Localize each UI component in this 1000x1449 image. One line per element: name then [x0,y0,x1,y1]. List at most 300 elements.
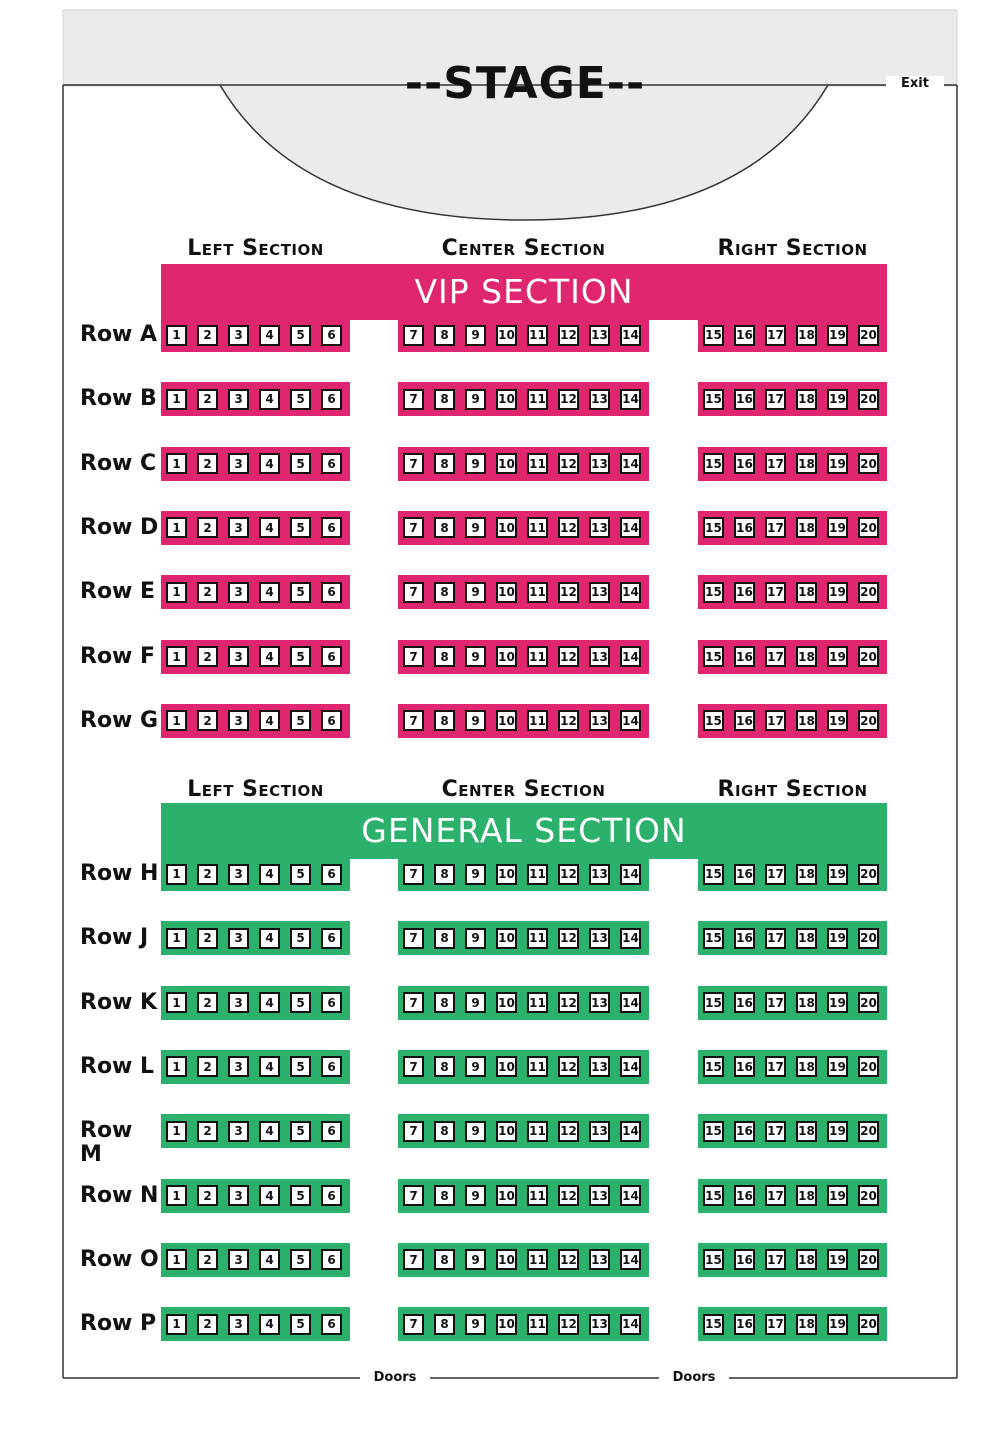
row-g-seat-2[interactable]: 2 [197,710,218,731]
row-j-seat-1[interactable]: 1 [166,928,187,949]
row-k-seat-11[interactable]: 11 [527,992,548,1013]
row-f-seat-5[interactable]: 5 [290,646,311,667]
row-p-seat-2[interactable]: 2 [197,1314,218,1335]
row-f-seat-10[interactable]: 10 [496,646,517,667]
row-d-seat-16[interactable]: 16 [734,517,755,538]
row-o-seat-6[interactable]: 6 [321,1249,342,1270]
row-h-seat-8[interactable]: 8 [434,864,455,885]
row-k-seat-17[interactable]: 17 [765,992,786,1013]
row-l-seat-17[interactable]: 17 [765,1056,786,1077]
row-d-seat-19[interactable]: 19 [827,517,848,538]
door-label-right[interactable]: Doors [659,1370,729,1385]
row-e-seat-2[interactable]: 2 [197,582,218,603]
row-p-seat-16[interactable]: 16 [734,1314,755,1335]
row-n-seat-4[interactable]: 4 [259,1185,280,1206]
row-p-seat-4[interactable]: 4 [259,1314,280,1335]
row-o-seat-5[interactable]: 5 [290,1249,311,1270]
row-k-seat-13[interactable]: 13 [589,992,610,1013]
row-j-seat-10[interactable]: 10 [496,928,517,949]
row-a-seat-14[interactable]: 14 [620,325,641,346]
row-h-seat-11[interactable]: 11 [527,864,548,885]
row-a-seat-9[interactable]: 9 [465,325,486,346]
row-g-seat-7[interactable]: 7 [403,710,424,731]
row-f-seat-7[interactable]: 7 [403,646,424,667]
row-b-seat-13[interactable]: 13 [589,389,610,410]
row-d-seat-1[interactable]: 1 [166,517,187,538]
row-h-seat-10[interactable]: 10 [496,864,517,885]
row-g-seat-15[interactable]: 15 [703,710,724,731]
row-d-seat-3[interactable]: 3 [228,517,249,538]
row-a-seat-6[interactable]: 6 [321,325,342,346]
row-b-seat-10[interactable]: 10 [496,389,517,410]
row-f-seat-13[interactable]: 13 [589,646,610,667]
row-j-seat-5[interactable]: 5 [290,928,311,949]
row-d-seat-18[interactable]: 18 [796,517,817,538]
row-g-seat-17[interactable]: 17 [765,710,786,731]
row-g-seat-6[interactable]: 6 [321,710,342,731]
row-m-seat-10[interactable]: 10 [496,1121,517,1142]
row-j-seat-18[interactable]: 18 [796,928,817,949]
row-l-seat-11[interactable]: 11 [527,1056,548,1077]
row-a-seat-11[interactable]: 11 [527,325,548,346]
row-h-seat-7[interactable]: 7 [403,864,424,885]
row-n-seat-14[interactable]: 14 [620,1185,641,1206]
row-l-seat-20[interactable]: 20 [858,1056,879,1077]
row-e-seat-4[interactable]: 4 [259,582,280,603]
row-l-seat-13[interactable]: 13 [589,1056,610,1077]
row-n-seat-16[interactable]: 16 [734,1185,755,1206]
row-m-seat-11[interactable]: 11 [527,1121,548,1142]
row-h-seat-14[interactable]: 14 [620,864,641,885]
row-m-seat-7[interactable]: 7 [403,1121,424,1142]
row-k-seat-16[interactable]: 16 [734,992,755,1013]
row-g-seat-9[interactable]: 9 [465,710,486,731]
row-l-seat-10[interactable]: 10 [496,1056,517,1077]
row-a-seat-8[interactable]: 8 [434,325,455,346]
row-g-seat-11[interactable]: 11 [527,710,548,731]
row-c-seat-10[interactable]: 10 [496,453,517,474]
row-c-seat-18[interactable]: 18 [796,453,817,474]
row-j-seat-3[interactable]: 3 [228,928,249,949]
row-d-seat-2[interactable]: 2 [197,517,218,538]
row-m-seat-2[interactable]: 2 [197,1121,218,1142]
row-k-seat-14[interactable]: 14 [620,992,641,1013]
row-a-seat-1[interactable]: 1 [166,325,187,346]
row-k-seat-9[interactable]: 9 [465,992,486,1013]
row-d-seat-12[interactable]: 12 [558,517,579,538]
row-h-seat-15[interactable]: 15 [703,864,724,885]
row-o-seat-18[interactable]: 18 [796,1249,817,1270]
row-l-seat-12[interactable]: 12 [558,1056,579,1077]
row-f-seat-3[interactable]: 3 [228,646,249,667]
row-e-seat-1[interactable]: 1 [166,582,187,603]
row-c-seat-13[interactable]: 13 [589,453,610,474]
row-b-seat-8[interactable]: 8 [434,389,455,410]
row-g-seat-19[interactable]: 19 [827,710,848,731]
row-h-seat-13[interactable]: 13 [589,864,610,885]
row-j-seat-16[interactable]: 16 [734,928,755,949]
row-h-seat-17[interactable]: 17 [765,864,786,885]
row-d-seat-17[interactable]: 17 [765,517,786,538]
row-m-seat-9[interactable]: 9 [465,1121,486,1142]
row-l-seat-1[interactable]: 1 [166,1056,187,1077]
row-g-seat-1[interactable]: 1 [166,710,187,731]
row-a-seat-4[interactable]: 4 [259,325,280,346]
row-k-seat-10[interactable]: 10 [496,992,517,1013]
row-g-seat-8[interactable]: 8 [434,710,455,731]
row-c-seat-11[interactable]: 11 [527,453,548,474]
row-l-seat-6[interactable]: 6 [321,1056,342,1077]
row-a-seat-3[interactable]: 3 [228,325,249,346]
row-b-seat-19[interactable]: 19 [827,389,848,410]
row-f-seat-16[interactable]: 16 [734,646,755,667]
row-m-seat-14[interactable]: 14 [620,1121,641,1142]
row-a-seat-20[interactable]: 20 [858,325,879,346]
row-o-seat-12[interactable]: 12 [558,1249,579,1270]
row-p-seat-3[interactable]: 3 [228,1314,249,1335]
row-m-seat-19[interactable]: 19 [827,1121,848,1142]
row-c-seat-20[interactable]: 20 [858,453,879,474]
row-b-seat-16[interactable]: 16 [734,389,755,410]
row-c-seat-12[interactable]: 12 [558,453,579,474]
row-o-seat-2[interactable]: 2 [197,1249,218,1270]
row-b-seat-15[interactable]: 15 [703,389,724,410]
row-m-seat-16[interactable]: 16 [734,1121,755,1142]
row-j-seat-20[interactable]: 20 [858,928,879,949]
row-o-seat-17[interactable]: 17 [765,1249,786,1270]
row-b-seat-3[interactable]: 3 [228,389,249,410]
row-l-seat-3[interactable]: 3 [228,1056,249,1077]
row-a-seat-19[interactable]: 19 [827,325,848,346]
row-e-seat-15[interactable]: 15 [703,582,724,603]
row-k-seat-6[interactable]: 6 [321,992,342,1013]
row-f-seat-2[interactable]: 2 [197,646,218,667]
row-o-seat-8[interactable]: 8 [434,1249,455,1270]
row-f-seat-20[interactable]: 20 [858,646,879,667]
row-n-seat-1[interactable]: 1 [166,1185,187,1206]
row-p-seat-14[interactable]: 14 [620,1314,641,1335]
row-p-seat-8[interactable]: 8 [434,1314,455,1335]
exit-label[interactable]: Exit [886,76,944,91]
row-n-seat-3[interactable]: 3 [228,1185,249,1206]
row-n-seat-10[interactable]: 10 [496,1185,517,1206]
row-g-seat-4[interactable]: 4 [259,710,280,731]
row-o-seat-1[interactable]: 1 [166,1249,187,1270]
row-k-seat-15[interactable]: 15 [703,992,724,1013]
row-p-seat-19[interactable]: 19 [827,1314,848,1335]
row-h-seat-20[interactable]: 20 [858,864,879,885]
row-n-seat-18[interactable]: 18 [796,1185,817,1206]
row-o-seat-11[interactable]: 11 [527,1249,548,1270]
row-h-seat-18[interactable]: 18 [796,864,817,885]
row-l-seat-7[interactable]: 7 [403,1056,424,1077]
row-b-seat-18[interactable]: 18 [796,389,817,410]
row-h-seat-12[interactable]: 12 [558,864,579,885]
row-o-seat-4[interactable]: 4 [259,1249,280,1270]
row-f-seat-18[interactable]: 18 [796,646,817,667]
row-p-seat-17[interactable]: 17 [765,1314,786,1335]
row-f-seat-15[interactable]: 15 [703,646,724,667]
row-p-seat-12[interactable]: 12 [558,1314,579,1335]
row-l-seat-16[interactable]: 16 [734,1056,755,1077]
row-e-seat-11[interactable]: 11 [527,582,548,603]
row-j-seat-2[interactable]: 2 [197,928,218,949]
row-f-seat-17[interactable]: 17 [765,646,786,667]
row-h-seat-19[interactable]: 19 [827,864,848,885]
row-f-seat-4[interactable]: 4 [259,646,280,667]
row-f-seat-8[interactable]: 8 [434,646,455,667]
row-m-seat-20[interactable]: 20 [858,1121,879,1142]
row-k-seat-4[interactable]: 4 [259,992,280,1013]
row-d-seat-4[interactable]: 4 [259,517,280,538]
row-b-seat-17[interactable]: 17 [765,389,786,410]
row-j-seat-9[interactable]: 9 [465,928,486,949]
row-h-seat-1[interactable]: 1 [166,864,187,885]
row-l-seat-18[interactable]: 18 [796,1056,817,1077]
row-g-seat-12[interactable]: 12 [558,710,579,731]
row-c-seat-14[interactable]: 14 [620,453,641,474]
row-o-seat-15[interactable]: 15 [703,1249,724,1270]
row-l-seat-19[interactable]: 19 [827,1056,848,1077]
row-d-seat-7[interactable]: 7 [403,517,424,538]
row-f-seat-12[interactable]: 12 [558,646,579,667]
row-c-seat-15[interactable]: 15 [703,453,724,474]
row-e-seat-12[interactable]: 12 [558,582,579,603]
row-h-seat-5[interactable]: 5 [290,864,311,885]
row-o-seat-10[interactable]: 10 [496,1249,517,1270]
row-n-seat-19[interactable]: 19 [827,1185,848,1206]
row-h-seat-4[interactable]: 4 [259,864,280,885]
row-o-seat-20[interactable]: 20 [858,1249,879,1270]
row-l-seat-8[interactable]: 8 [434,1056,455,1077]
row-b-seat-2[interactable]: 2 [197,389,218,410]
row-b-seat-1[interactable]: 1 [166,389,187,410]
row-m-seat-17[interactable]: 17 [765,1121,786,1142]
row-c-seat-9[interactable]: 9 [465,453,486,474]
row-a-seat-7[interactable]: 7 [403,325,424,346]
row-p-seat-18[interactable]: 18 [796,1314,817,1335]
row-d-seat-6[interactable]: 6 [321,517,342,538]
row-j-seat-7[interactable]: 7 [403,928,424,949]
row-j-seat-14[interactable]: 14 [620,928,641,949]
row-a-seat-16[interactable]: 16 [734,325,755,346]
row-f-seat-9[interactable]: 9 [465,646,486,667]
row-m-seat-1[interactable]: 1 [166,1121,187,1142]
row-o-seat-14[interactable]: 14 [620,1249,641,1270]
row-e-seat-14[interactable]: 14 [620,582,641,603]
row-b-seat-6[interactable]: 6 [321,389,342,410]
row-m-seat-8[interactable]: 8 [434,1121,455,1142]
row-b-seat-11[interactable]: 11 [527,389,548,410]
row-k-seat-5[interactable]: 5 [290,992,311,1013]
row-a-seat-2[interactable]: 2 [197,325,218,346]
row-c-seat-19[interactable]: 19 [827,453,848,474]
row-l-seat-14[interactable]: 14 [620,1056,641,1077]
row-m-seat-6[interactable]: 6 [321,1121,342,1142]
row-n-seat-17[interactable]: 17 [765,1185,786,1206]
row-l-seat-15[interactable]: 15 [703,1056,724,1077]
row-o-seat-13[interactable]: 13 [589,1249,610,1270]
row-k-seat-1[interactable]: 1 [166,992,187,1013]
row-f-seat-1[interactable]: 1 [166,646,187,667]
row-g-seat-13[interactable]: 13 [589,710,610,731]
row-m-seat-15[interactable]: 15 [703,1121,724,1142]
row-g-seat-18[interactable]: 18 [796,710,817,731]
row-j-seat-15[interactable]: 15 [703,928,724,949]
row-p-seat-6[interactable]: 6 [321,1314,342,1335]
row-a-seat-17[interactable]: 17 [765,325,786,346]
row-g-seat-5[interactable]: 5 [290,710,311,731]
row-e-seat-19[interactable]: 19 [827,582,848,603]
row-m-seat-4[interactable]: 4 [259,1121,280,1142]
row-p-seat-10[interactable]: 10 [496,1314,517,1335]
row-j-seat-8[interactable]: 8 [434,928,455,949]
row-c-seat-4[interactable]: 4 [259,453,280,474]
row-f-seat-11[interactable]: 11 [527,646,548,667]
row-k-seat-19[interactable]: 19 [827,992,848,1013]
row-d-seat-8[interactable]: 8 [434,517,455,538]
row-a-seat-5[interactable]: 5 [290,325,311,346]
row-j-seat-17[interactable]: 17 [765,928,786,949]
row-c-seat-16[interactable]: 16 [734,453,755,474]
row-b-seat-14[interactable]: 14 [620,389,641,410]
row-o-seat-16[interactable]: 16 [734,1249,755,1270]
row-d-seat-15[interactable]: 15 [703,517,724,538]
row-d-seat-9[interactable]: 9 [465,517,486,538]
row-n-seat-12[interactable]: 12 [558,1185,579,1206]
row-a-seat-13[interactable]: 13 [589,325,610,346]
row-e-seat-5[interactable]: 5 [290,582,311,603]
row-e-seat-7[interactable]: 7 [403,582,424,603]
row-f-seat-6[interactable]: 6 [321,646,342,667]
row-e-seat-20[interactable]: 20 [858,582,879,603]
row-c-seat-2[interactable]: 2 [197,453,218,474]
row-j-seat-19[interactable]: 19 [827,928,848,949]
row-e-seat-18[interactable]: 18 [796,582,817,603]
row-c-seat-3[interactable]: 3 [228,453,249,474]
row-e-seat-9[interactable]: 9 [465,582,486,603]
row-m-seat-13[interactable]: 13 [589,1121,610,1142]
row-o-seat-19[interactable]: 19 [827,1249,848,1270]
row-o-seat-9[interactable]: 9 [465,1249,486,1270]
row-n-seat-15[interactable]: 15 [703,1185,724,1206]
row-h-seat-2[interactable]: 2 [197,864,218,885]
row-a-seat-12[interactable]: 12 [558,325,579,346]
row-n-seat-7[interactable]: 7 [403,1185,424,1206]
row-j-seat-12[interactable]: 12 [558,928,579,949]
row-k-seat-18[interactable]: 18 [796,992,817,1013]
row-j-seat-11[interactable]: 11 [527,928,548,949]
row-l-seat-5[interactable]: 5 [290,1056,311,1077]
row-b-seat-4[interactable]: 4 [259,389,280,410]
row-k-seat-20[interactable]: 20 [858,992,879,1013]
row-k-seat-12[interactable]: 12 [558,992,579,1013]
row-e-seat-8[interactable]: 8 [434,582,455,603]
row-e-seat-17[interactable]: 17 [765,582,786,603]
row-a-seat-18[interactable]: 18 [796,325,817,346]
row-p-seat-13[interactable]: 13 [589,1314,610,1335]
row-p-seat-7[interactable]: 7 [403,1314,424,1335]
door-label-left[interactable]: Doors [360,1370,430,1385]
row-m-seat-12[interactable]: 12 [558,1121,579,1142]
row-j-seat-4[interactable]: 4 [259,928,280,949]
row-d-seat-14[interactable]: 14 [620,517,641,538]
row-d-seat-20[interactable]: 20 [858,517,879,538]
row-c-seat-6[interactable]: 6 [321,453,342,474]
row-g-seat-16[interactable]: 16 [734,710,755,731]
row-m-seat-5[interactable]: 5 [290,1121,311,1142]
row-p-seat-15[interactable]: 15 [703,1314,724,1335]
row-e-seat-13[interactable]: 13 [589,582,610,603]
row-b-seat-5[interactable]: 5 [290,389,311,410]
row-g-seat-20[interactable]: 20 [858,710,879,731]
row-m-seat-3[interactable]: 3 [228,1121,249,1142]
row-d-seat-5[interactable]: 5 [290,517,311,538]
row-g-seat-3[interactable]: 3 [228,710,249,731]
row-a-seat-10[interactable]: 10 [496,325,517,346]
row-n-seat-20[interactable]: 20 [858,1185,879,1206]
row-l-seat-4[interactable]: 4 [259,1056,280,1077]
row-c-seat-1[interactable]: 1 [166,453,187,474]
row-n-seat-5[interactable]: 5 [290,1185,311,1206]
row-j-seat-13[interactable]: 13 [589,928,610,949]
row-g-seat-10[interactable]: 10 [496,710,517,731]
row-d-seat-11[interactable]: 11 [527,517,548,538]
row-f-seat-14[interactable]: 14 [620,646,641,667]
row-e-seat-10[interactable]: 10 [496,582,517,603]
row-c-seat-7[interactable]: 7 [403,453,424,474]
row-e-seat-3[interactable]: 3 [228,582,249,603]
row-h-seat-3[interactable]: 3 [228,864,249,885]
row-b-seat-9[interactable]: 9 [465,389,486,410]
row-k-seat-7[interactable]: 7 [403,992,424,1013]
row-h-seat-9[interactable]: 9 [465,864,486,885]
row-o-seat-7[interactable]: 7 [403,1249,424,1270]
row-c-seat-8[interactable]: 8 [434,453,455,474]
row-c-seat-17[interactable]: 17 [765,453,786,474]
row-f-seat-19[interactable]: 19 [827,646,848,667]
row-a-seat-15[interactable]: 15 [703,325,724,346]
row-n-seat-2[interactable]: 2 [197,1185,218,1206]
row-n-seat-11[interactable]: 11 [527,1185,548,1206]
row-l-seat-9[interactable]: 9 [465,1056,486,1077]
row-j-seat-6[interactable]: 6 [321,928,342,949]
row-d-seat-13[interactable]: 13 [589,517,610,538]
row-n-seat-6[interactable]: 6 [321,1185,342,1206]
row-n-seat-13[interactable]: 13 [589,1185,610,1206]
row-b-seat-7[interactable]: 7 [403,389,424,410]
row-k-seat-3[interactable]: 3 [228,992,249,1013]
row-l-seat-2[interactable]: 2 [197,1056,218,1077]
row-o-seat-3[interactable]: 3 [228,1249,249,1270]
row-b-seat-20[interactable]: 20 [858,389,879,410]
row-k-seat-2[interactable]: 2 [197,992,218,1013]
row-b-seat-12[interactable]: 12 [558,389,579,410]
row-d-seat-10[interactable]: 10 [496,517,517,538]
row-n-seat-8[interactable]: 8 [434,1185,455,1206]
row-p-seat-5[interactable]: 5 [290,1314,311,1335]
row-p-seat-11[interactable]: 11 [527,1314,548,1335]
row-p-seat-9[interactable]: 9 [465,1314,486,1335]
row-k-seat-8[interactable]: 8 [434,992,455,1013]
row-p-seat-20[interactable]: 20 [858,1314,879,1335]
row-h-seat-6[interactable]: 6 [321,864,342,885]
row-c-seat-5[interactable]: 5 [290,453,311,474]
row-h-seat-16[interactable]: 16 [734,864,755,885]
row-m-seat-18[interactable]: 18 [796,1121,817,1142]
row-g-seat-14[interactable]: 14 [620,710,641,731]
row-p-seat-1[interactable]: 1 [166,1314,187,1335]
